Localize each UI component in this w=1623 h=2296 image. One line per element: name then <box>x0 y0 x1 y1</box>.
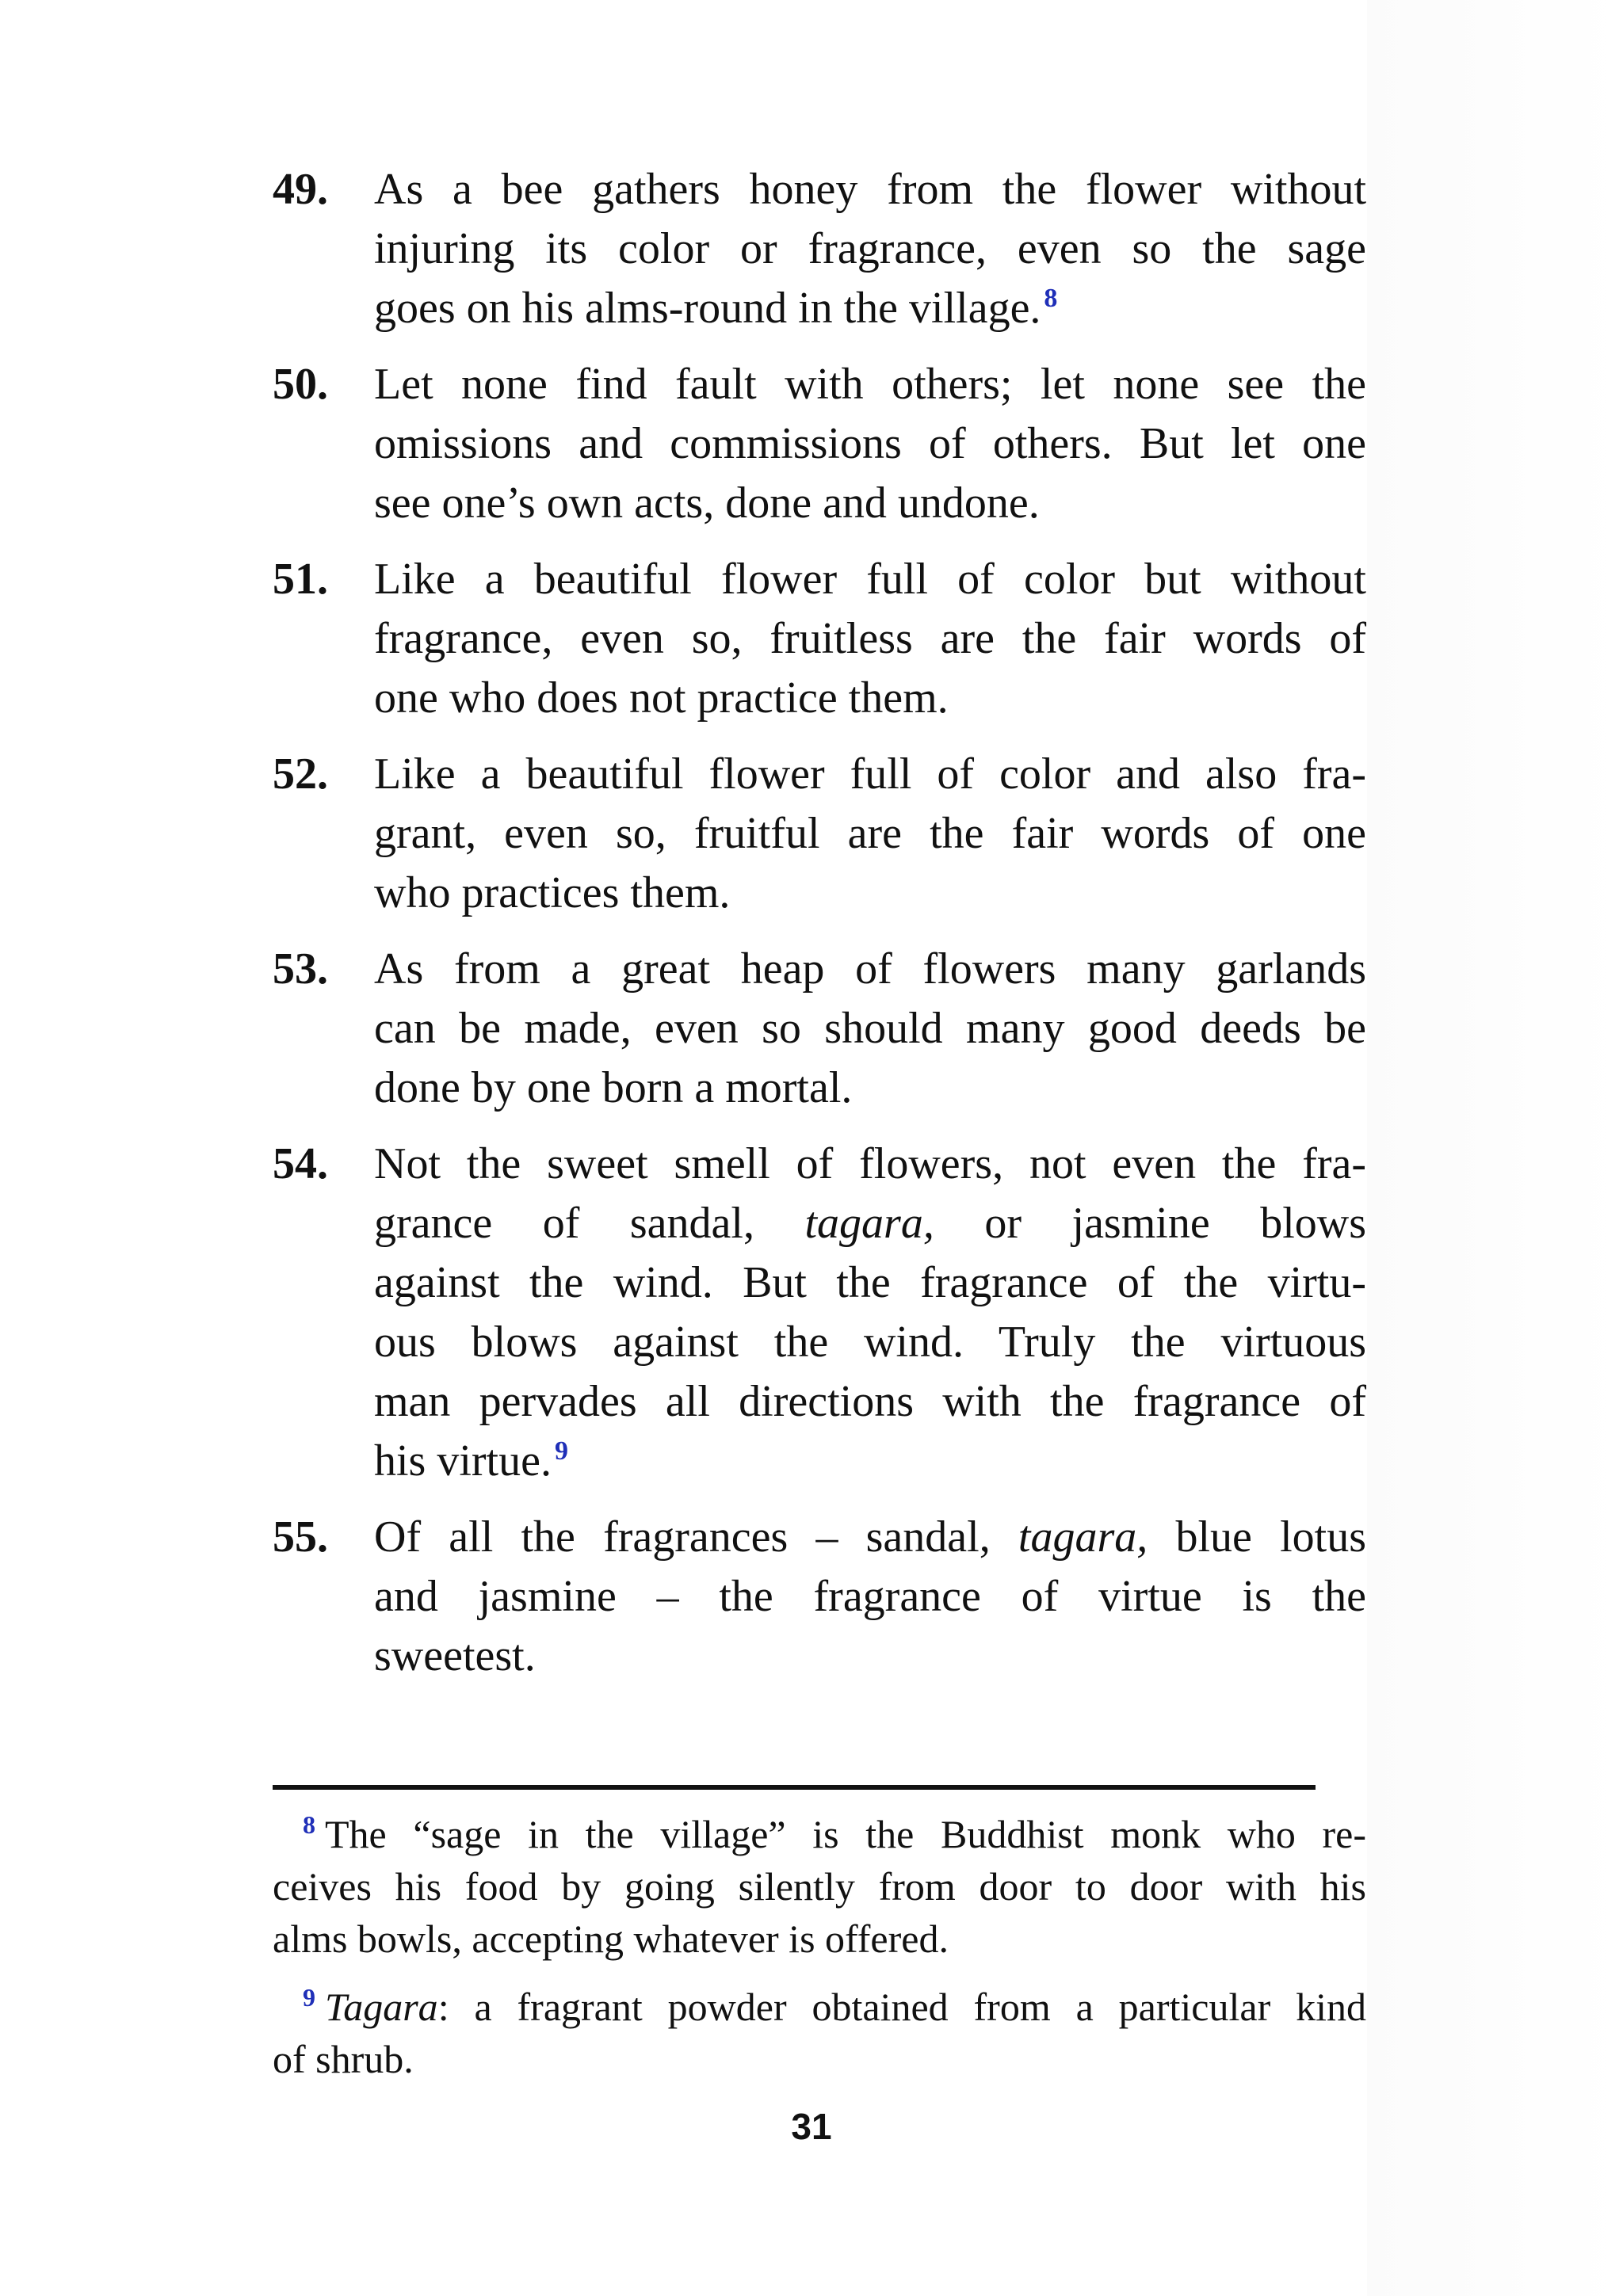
verse-text <box>374 940 1366 1118</box>
verse-text <box>374 745 1366 923</box>
verse-line: Like a beautiful flower full of color but without <box>374 555 1366 604</box>
verse-line <box>374 1194 1366 1253</box>
verse-text <box>374 550 1366 728</box>
verse-line: ous blows against the wind. Truly the virtuous <box>374 1318 1366 1367</box>
verse-number: 49. <box>273 165 328 214</box>
verse-54 <box>273 1135 1366 1491</box>
footnote-line <box>273 1808 1366 1860</box>
verse-list <box>273 160 1366 1703</box>
verse-line: who practices them. <box>374 868 731 917</box>
verse-line <box>374 1508 1366 1567</box>
footnote-reference-8[interactable]: 8 <box>1044 284 1058 314</box>
verse-number: 50. <box>273 360 328 409</box>
verse-line: Not the sweet smell of flowers, not even the fra- <box>374 1139 1366 1188</box>
verse-line: can be made, even so should many good deeds be <box>374 1004 1366 1053</box>
verse-line: grant, even so, fruitful are the fair words of one <box>374 809 1366 858</box>
verse-line <box>374 1432 1366 1491</box>
verse-line: see one’s own acts, done and undone. <box>374 479 1040 528</box>
verse-number: 53. <box>273 944 328 994</box>
verse-line: As a bee gathers honey from the flower without <box>374 165 1366 214</box>
footnote-separator <box>273 1785 1316 1790</box>
verse-49 <box>273 160 1366 338</box>
verse-53 <box>273 940 1366 1118</box>
footnote-line-text: : a fragrant powder obtained from a particular kind <box>437 1985 1366 2029</box>
verse-55 <box>273 1508 1366 1686</box>
verse-text <box>374 1135 1366 1491</box>
verse-text <box>374 1508 1366 1686</box>
verse-number: 52. <box>273 749 328 799</box>
verse-line: Like a beautiful flower full of color and also fra- <box>374 749 1366 799</box>
tagara-term: Tagara <box>325 1985 438 2029</box>
tagara-term: tagara, <box>804 1199 934 1248</box>
footnote-line: of shrub. <box>273 2037 414 2081</box>
verse-line-text: his virtue. <box>374 1436 552 1486</box>
verse-line-text: goes on his alms-round in the village. <box>374 284 1041 333</box>
verse-line-text: blue lotus <box>1175 1512 1367 1562</box>
footnote-marker: 8 <box>303 1810 315 1840</box>
footnote-9 <box>273 1981 1366 2085</box>
verse-line-text: Of all the fragrances – sandal, <box>374 1512 991 1562</box>
footnote-line <box>273 1981 1366 2033</box>
page-edge-shade <box>1367 0 1623 2296</box>
verse-51 <box>273 550 1366 728</box>
verse-line: injuring its color or fragrance, even so the sage <box>374 224 1366 273</box>
verse-line: As from a great heap of flowers many garlands <box>374 944 1366 994</box>
verse-52 <box>273 745 1366 923</box>
verse-number: 55. <box>273 1512 328 1562</box>
footnote-reference-9[interactable]: 9 <box>554 1436 568 1466</box>
footnote-marker: 9 <box>303 1983 315 2012</box>
verse-text <box>374 160 1366 338</box>
verse-number: 54. <box>273 1139 328 1188</box>
verse-line <box>374 279 1366 338</box>
verse-line: against the wind. But the fragrance of the virtu- <box>374 1258 1366 1307</box>
verse-line: Let none find fault with others; let none see the <box>374 360 1366 409</box>
footnote-line-text: The “sage in the village” is the Buddhist monk who re- <box>325 1812 1366 1856</box>
verse-line: done by one born a mortal. <box>374 1063 853 1112</box>
verse-line: sweetest. <box>374 1631 536 1680</box>
verse-line: fragrance, even so, fruitless are the fair words of <box>374 614 1366 663</box>
footnote-list <box>273 1808 1366 2101</box>
verse-line: omissions and commissions of others. But let one <box>374 419 1366 468</box>
verse-line: one who does not practice them. <box>374 673 949 723</box>
verse-number: 51. <box>273 555 328 604</box>
verse-line: and jasmine – the fragrance of virtue is the <box>374 1572 1366 1621</box>
footnote-line: ceives his food by going silently from door to door with his <box>273 1864 1366 1909</box>
verse-line-text: grance of sandal, <box>374 1199 754 1248</box>
page-number: 31 <box>791 2106 832 2147</box>
footnote-line: alms bowls, accepting whatever is offered. <box>273 1917 949 1961</box>
verse-line-text: or jasmine blows <box>984 1199 1366 1248</box>
verse-line: man pervades all directions with the fragrance of <box>374 1377 1366 1426</box>
tagara-term: tagara, <box>1018 1512 1148 1562</box>
verse-50 <box>273 355 1366 533</box>
verse-text <box>374 355 1366 533</box>
footnote-8 <box>273 1808 1366 1965</box>
